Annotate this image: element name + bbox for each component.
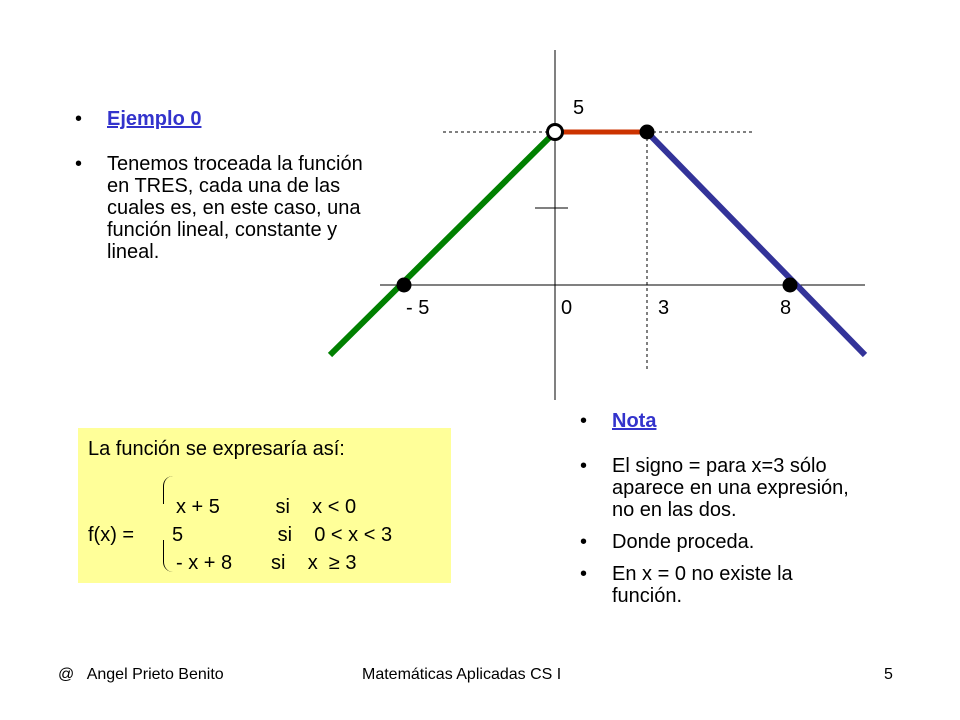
bullet-dot: • <box>580 531 588 553</box>
label-x-3: 3 <box>658 297 670 319</box>
note-item <box>580 563 860 607</box>
note-item <box>580 531 860 553</box>
label-y-5: 5 <box>573 97 585 119</box>
point-8-0 <box>783 278 798 293</box>
formula-lhs: f(x) = <box>88 524 135 546</box>
open-point-0-5 <box>548 125 563 140</box>
note-list <box>580 410 860 617</box>
note-item-text: En x = 0 no existe la función. <box>612 563 793 607</box>
label-x-0: 0 <box>561 297 573 319</box>
point-m5-0 <box>397 278 412 293</box>
label-x-minus-5: - 5 <box>406 297 430 319</box>
bullet-dot: • <box>580 410 588 432</box>
note-heading-item <box>580 410 860 433</box>
formula-case-2: 5 si 0 < x < 3 <box>172 524 393 546</box>
brace-bottom <box>163 540 174 572</box>
right-line <box>647 132 865 355</box>
brace-top <box>163 476 174 504</box>
note-item-text: Donde proceda. <box>612 531 755 553</box>
bullet-dot: • <box>580 563 588 585</box>
bullet-dot: • <box>580 455 588 477</box>
point-3-5 <box>640 125 655 140</box>
left-line <box>330 132 555 355</box>
intro-heading[interactable]: Ejemplo 0 <box>107 108 202 130</box>
bullet-dot: • <box>75 108 83 130</box>
note-item <box>580 455 860 521</box>
formula-intro: La función se expresaría así: <box>88 438 345 460</box>
label-x-8: 8 <box>780 297 792 319</box>
note-item-text: El signo = para x=3 sólo aparece en una expresión, no en las dos. <box>612 455 849 521</box>
footer-page-number: 5 <box>884 666 893 683</box>
note-heading[interactable]: Nota <box>612 410 657 432</box>
intro-text: Tenemos troceada la función en TRES, cada una de las cuales es, en este caso, una función lineal, constante y lineal. <box>107 153 363 263</box>
formula-box <box>78 428 451 583</box>
formula-case-3: - x + 8 si x ≥ 3 <box>176 552 357 574</box>
bullet-dot: • <box>75 153 83 175</box>
footer-course: Matemáticas Aplicadas CS I <box>362 666 562 683</box>
formula-case-1: x + 5 si x < 0 <box>176 496 357 518</box>
footer-author: @ Angel Prieto Benito <box>58 666 224 683</box>
